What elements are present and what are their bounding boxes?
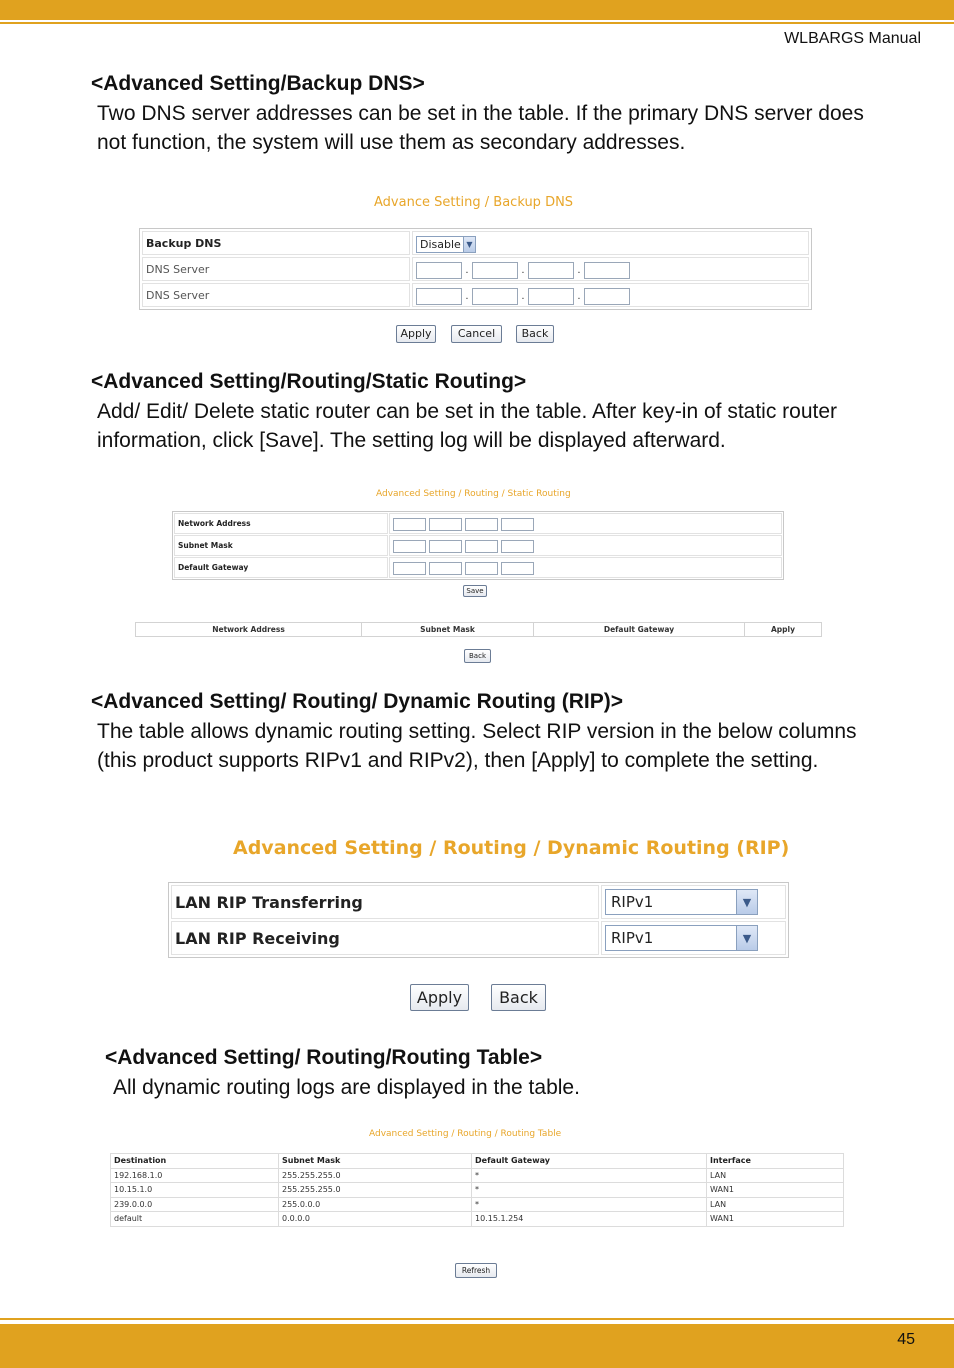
backup-dns-heading: <Advanced Setting/Backup DNS>: [91, 72, 425, 95]
dns2-octet-4[interactable]: [584, 288, 630, 305]
cell-default-gateway: 10.15.1.254: [472, 1212, 707, 1227]
rip-receiving-select[interactable]: [605, 925, 758, 951]
network-address-inputs: [389, 513, 782, 534]
chevron-down-icon: ▼: [463, 237, 475, 252]
backup-dns-select-value: Disable: [420, 238, 461, 251]
network-address-label: Network Address: [174, 513, 388, 534]
cell-subnet-mask: 255.255.255.0: [279, 1183, 472, 1198]
dns1-octet-3[interactable]: [528, 262, 574, 279]
table-row: [111, 1212, 844, 1227]
static-back-button[interactable]: Back: [464, 649, 491, 663]
table-row: [111, 1183, 844, 1198]
col-subnet-mask: Subnet Mask: [279, 1154, 472, 1169]
mask-octet-4[interactable]: [501, 540, 534, 553]
cell-subnet-mask: 255.255.255.0: [279, 1168, 472, 1183]
mask-octet-1[interactable]: [393, 540, 426, 553]
dns2-octet-2[interactable]: [472, 288, 518, 305]
routing-table-header-row: [111, 1154, 844, 1169]
routing-table-text: All dynamic routing logs are displayed in the table.: [113, 1076, 580, 1099]
routing-table: [110, 1153, 844, 1227]
default-gateway-label: Default Gateway: [174, 557, 388, 578]
dns-server-1-inputs: . . .: [412, 257, 809, 281]
backup-dns-label: Backup DNS: [142, 231, 410, 255]
manual-title: WLBARGS Manual: [784, 30, 921, 47]
routing-table-shot-title: Advanced Setting / Routing / Routing Table: [369, 1129, 562, 1139]
col-default-gateway: Default Gateway: [472, 1154, 707, 1169]
gw-octet-4[interactable]: [501, 562, 534, 575]
dynamic-routing-table: [168, 882, 789, 958]
table-row: [111, 1197, 844, 1212]
backup-dns-table: [139, 228, 812, 310]
gw-octet-1[interactable]: [393, 562, 426, 575]
cell-interface: WAN1: [707, 1212, 844, 1227]
net-octet-1[interactable]: [393, 518, 426, 531]
dns-server-1-label: DNS Server: [142, 257, 410, 281]
log-col-default-gateway: Default Gateway: [534, 623, 745, 637]
cell-default-gateway: *: [472, 1183, 707, 1198]
cell-destination: 10.15.1.0: [111, 1183, 279, 1198]
static-routing-heading: <Advanced Setting/Routing/Static Routing>: [91, 370, 527, 393]
dynamic-routing-text: The table allows dynamic routing setting. Select RIP version in the below columns (this product supports RIPv1 and RIPv2), then [Apply] to complete the setting.: [97, 720, 857, 772]
dns2-octet-1[interactable]: [416, 288, 462, 305]
header-rule: [0, 22, 954, 24]
backup-dns-select[interactable]: [416, 236, 476, 253]
net-octet-2[interactable]: [429, 518, 462, 531]
page-number: 45: [897, 1331, 915, 1348]
cell-destination: default: [111, 1212, 279, 1227]
chevron-down-icon: ▼: [736, 926, 757, 950]
dns-cancel-button[interactable]: Cancel: [451, 325, 502, 343]
dynamic-routing-heading: <Advanced Setting/ Routing/ Dynamic Routing (RIP)>: [91, 690, 624, 713]
cell-subnet-mask: 255.0.0.0: [279, 1197, 472, 1212]
rip-transferring-value: RIPv1: [611, 893, 654, 911]
static-routing-table: [172, 511, 784, 580]
subnet-mask-label: Subnet Mask: [174, 535, 388, 556]
dns-back-button[interactable]: Back: [516, 325, 554, 343]
chevron-down-icon: ▼: [736, 890, 757, 914]
rip-back-button[interactable]: Back: [491, 984, 546, 1011]
mask-octet-2[interactable]: [429, 540, 462, 553]
dynamic-routing-shot-title: Advanced Setting / Routing / Dynamic Routing (RIP): [233, 837, 790, 859]
log-col-subnet-mask: Subnet Mask: [362, 623, 534, 637]
gw-octet-2[interactable]: [429, 562, 462, 575]
net-octet-4[interactable]: [501, 518, 534, 531]
subnet-mask-inputs: [389, 535, 782, 556]
dns1-octet-4[interactable]: [584, 262, 630, 279]
gw-octet-3[interactable]: [465, 562, 498, 575]
col-interface: Interface: [707, 1154, 844, 1169]
static-routing-log-header: [135, 622, 822, 637]
dns-server-2-inputs: . . .: [412, 283, 809, 307]
static-routing-shot-title: Advanced Setting / Routing / Static Routing: [376, 489, 571, 499]
dns1-octet-1[interactable]: [416, 262, 462, 279]
rip-transferring-select[interactable]: [605, 889, 758, 915]
rip-receiving-value: RIPv1: [611, 929, 654, 947]
cell-interface: LAN: [707, 1168, 844, 1183]
dns-apply-button[interactable]: Apply: [396, 325, 436, 343]
cell-destination: 192.168.1.0: [111, 1168, 279, 1183]
footer-band: [0, 1324, 954, 1368]
col-destination: Destination: [111, 1154, 279, 1169]
backup-dns-text: Two DNS server addresses can be set in the table. If the primary DNS server does not function, the system will use them as secondary addresses.: [97, 102, 864, 154]
header-band: [0, 0, 954, 20]
lan-rip-receiving-label: LAN RIP Receiving: [171, 921, 599, 955]
static-routing-text: Add/ Edit/ Delete static router can be set in the table. After key-in of static router information, click [Save]. The setting log will be displayed afterward.: [97, 400, 838, 452]
table-row: [111, 1168, 844, 1183]
cell-default-gateway: *: [472, 1168, 707, 1183]
backup-dns-shot-title: Advance Setting / Backup DNS: [374, 195, 574, 210]
cell-destination: 239.0.0.0: [111, 1197, 279, 1212]
default-gateway-inputs: [389, 557, 782, 578]
footer-rule: [0, 1318, 954, 1320]
cell-interface: WAN1: [707, 1183, 844, 1198]
cell-interface: LAN: [707, 1197, 844, 1212]
mask-octet-3[interactable]: [465, 540, 498, 553]
dns-server-2-label: DNS Server: [142, 283, 410, 307]
net-octet-3[interactable]: [465, 518, 498, 531]
cell-default-gateway: *: [472, 1197, 707, 1212]
rip-apply-button[interactable]: Apply: [410, 984, 469, 1011]
dns2-octet-3[interactable]: [528, 288, 574, 305]
log-col-network-address: Network Address: [136, 623, 362, 637]
refresh-button[interactable]: Refresh: [455, 1263, 497, 1278]
dns1-octet-2[interactable]: [472, 262, 518, 279]
save-button[interactable]: Save: [463, 585, 487, 597]
lan-rip-transferring-label: LAN RIP Transferring: [171, 885, 599, 919]
cell-subnet-mask: 0.0.0.0: [279, 1212, 472, 1227]
routing-table-heading: <Advanced Setting/ Routing/Routing Table>: [105, 1046, 543, 1069]
log-col-apply: Apply: [745, 623, 822, 637]
